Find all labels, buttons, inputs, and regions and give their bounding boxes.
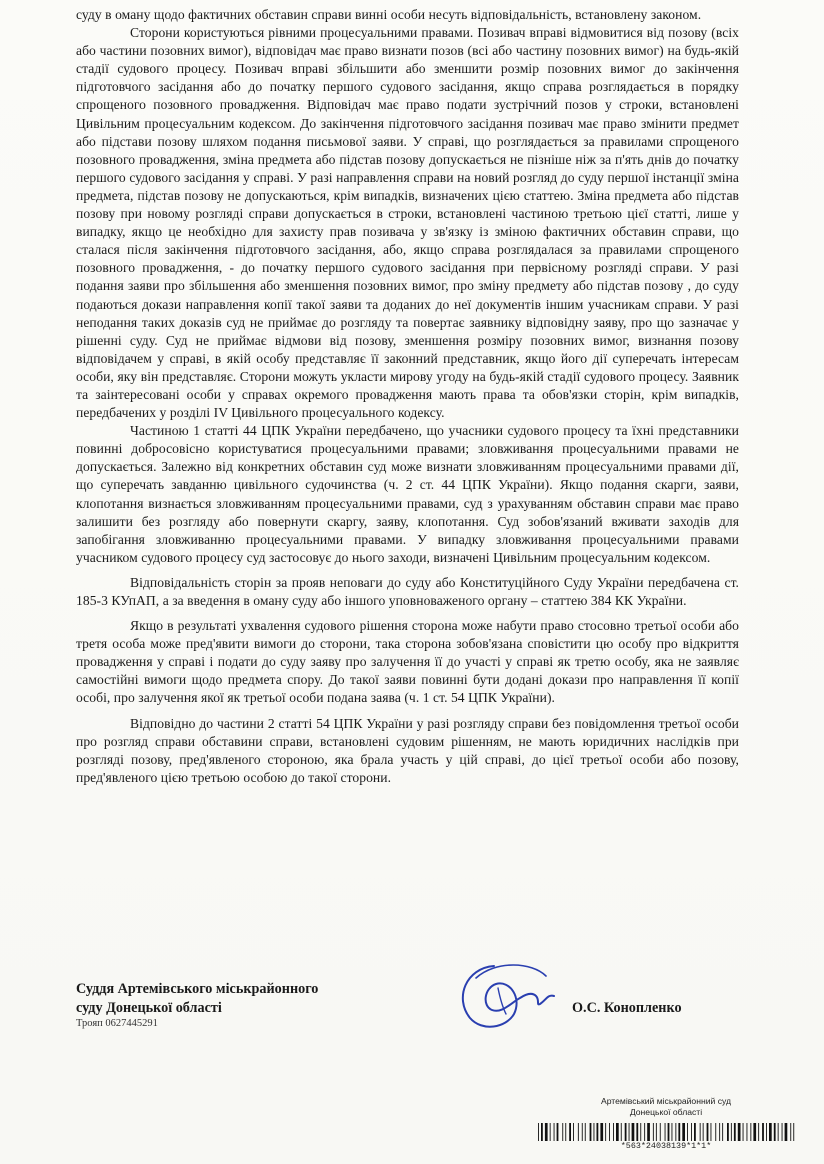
barcode-bar: [691, 1123, 692, 1141]
barcode-bar: [753, 1123, 756, 1141]
barcode-bar: [582, 1123, 583, 1141]
stamp-court-name: [536, 1096, 796, 1118]
barcode-bar: [762, 1123, 764, 1141]
barcode-bar: [790, 1123, 791, 1141]
barcode-bar: [644, 1123, 645, 1141]
judge-name: О.С. Конопленко: [572, 1000, 682, 1016]
barcode-bar: [647, 1123, 650, 1141]
paragraph-6: Відповідно до частини 2 статті 54 ЦПК України у разі розгляду справи без повідомлення третьої особи про розгляд справи обставини справи, встановлені судовим рішенням, не мають юридичних наслідків при розгляді позову, пред'явленого стороною, яка брала участь у цій справі, до цієї третьої особи або позову, пред'явленого цією третьою особою до такої сторони.: [76, 715, 739, 785]
barcode-bar: [562, 1123, 563, 1141]
paragraph-3: Частиною 1 статті 44 ЦПК України передбачено, що учасники судового процесу та їхні представники повинні добросовісно користуватися процесуальними правами; зловживання процесуальними правами не допускається. Залежно від конкретних обставин суд може визнати зловживанням процесуальними правами дії, що суперечать завданню цивільного судочинства (ч. 2 ст. 44 ЦПК України). Якщо подання скарги, заяви, клопотання визнається зловживанням процесуальними правами, суд з урахуванням обставин справи має право залишити без розгляду або повернути скаргу, заяву, клопотання. Суд зобов'язаний вживати заходів для запобігання зловживанню процесуальними правами. У випадку зловживання процесуальними правами учасником судового процесу суд застосовує до нього заходи, визначені Цивільним процесуальним кодексом.: [76, 423, 739, 565]
judge-title-line-2: суду Донецької області: [76, 1000, 222, 1016]
barcode-bar: [719, 1123, 720, 1141]
phone-note: Трояп 0627445291: [76, 1018, 158, 1029]
barcode-bar: [550, 1123, 551, 1141]
barcode-bar: [665, 1123, 666, 1141]
barcode-bar: [782, 1123, 783, 1141]
barcode-bar: [694, 1123, 696, 1141]
barcode-bar: [585, 1123, 586, 1141]
barcode-bar: [778, 1123, 779, 1141]
barcode-bar: [731, 1123, 732, 1141]
barcode-bar: [672, 1123, 673, 1141]
barcode-bar: [616, 1123, 619, 1141]
barcode-bar: [653, 1123, 654, 1141]
judge-title-line-1: Суддя Артемівського міськрайонного: [76, 981, 319, 997]
barcode-bar: [597, 1123, 599, 1141]
barcode-bar: [541, 1123, 543, 1141]
barcode-bar: [750, 1123, 751, 1141]
barcode-bar: [774, 1123, 776, 1141]
barcode-bar: [715, 1123, 716, 1141]
barcode-bar: [605, 1123, 606, 1141]
barcode-bar: [660, 1123, 661, 1141]
barcode-bar: [640, 1123, 641, 1141]
barcode-bar: [747, 1123, 748, 1141]
barcode-bar: [743, 1123, 744, 1141]
barcode-bar: [734, 1123, 736, 1141]
stamp-court-line-2: Донецької області: [629, 1107, 703, 1117]
barcode-bar: [557, 1123, 559, 1141]
barcode-bar: [707, 1123, 709, 1141]
barcode-bar: [727, 1123, 729, 1141]
barcode-bar: [711, 1123, 712, 1141]
barcode-bar: [545, 1123, 548, 1141]
barcode-bar: [793, 1123, 794, 1141]
barcode-bar: [554, 1123, 555, 1141]
paragraph-4: Відповідальність сторін за прояв неповаги до суду або Конституційного Суду України передбачена ст. 185-3 КУпАП, а за введення в оману суду або іншого уповноваженого органу – статтею 384 КК України.: [76, 574, 739, 608]
barcode-bar: [632, 1123, 635, 1141]
document-body: [76, 6, 739, 787]
barcode-bar: [569, 1123, 571, 1141]
barcode-bar: [600, 1123, 603, 1141]
barcode-bar: [703, 1123, 704, 1141]
paragraph-2: Сторони користуються рівними процесуальними правами. Позивач вправі відмовитися від позову (всіх або частини позовних вимог), відповідач має право визнати позов (всі або частину позовних вимог) на будь-якій стадії судового процесу. Позивач вправі збільшити або зменшити розмір позовних вимог до закінчення підготовчого засідання або до початку першого судового засідання, якщо справа розглядається в порядку спрощеного позовного провадження. Відповідач має право подати зустрічний позов у строки, встановлені Цивільним процесуальним кодексом. До закінчення підготовчого засідання позивач має право змінити предмет або підстави позову шляхом подання письмової заяви. У справі, що розглядається за правилами спрощеного позовного провадження, зміна предмета або підстав позову допускається не пізніше ніж за п'ять днів до початку першого судового засідання у справі. У разі направлення справи на новий розгляд до суду першої інстанції зміна предмета, підстав позову не допускаються, крім випадків, визначених цією статтею. Зміна предмета або підстав позову при новому розгляді справи допускається в строки, встановлені частиною третьою цієї статті, лише у випадку, якщо це необхідно для захисту прав позивача у зв'язку із зміною фактичних обставин справи, що сталася після закінчення підготовчого засідання, або, якщо справа розглядалася за правилами спрощеного позовного провадження, - до початку першого судового засідання при первісному розгляді справи. У разі подання заяви про збільшення або зменшення позовних вимог, про зміну предмету або підстав позову , до суду подаються докази направлення копії такої заяви та доданих до неї документів іншим учасникам справи. У разі неподання таких доказів суд не приймає до розгляду та повертає заявнику відповідну заяву, про що зазначає у рішенні суду. Суд не приймає відмови від позову, зменшення розміру позовних вимог, визнання позову відповідачем у справі, в якій особу представляє її законний представник, якщо його дії суперечать інтересам особи, яку він представляє. Сторони можуть укласти мирову угоду на будь-якій стадії судового процесу. Заявник та заінтересовані особи у справах окремого провадження мають права та обов'язки сторін, крім випадків, передбачених у розділі IV Цивільного процесуального кодексу.: [76, 25, 739, 421]
barcode-number: *563*24038139*1*1*: [620, 1141, 712, 1151]
barcode-bar: [687, 1123, 688, 1141]
barcode-icon: [536, 1123, 796, 1141]
barcode-bar: [785, 1123, 788, 1141]
barcode-bar: [668, 1123, 670, 1141]
barcode-bar: [565, 1123, 566, 1141]
barcode-bar: [769, 1123, 772, 1141]
barcode-bar: [738, 1123, 741, 1141]
barcode-bar: [578, 1123, 579, 1141]
barcode-bar: [700, 1123, 701, 1141]
barcode-bar: [629, 1123, 630, 1141]
barcode-bar: [594, 1123, 595, 1141]
stamp-court-line-1: Артемівський міськрайонний суд: [600, 1096, 732, 1106]
barcode-bar: [722, 1123, 723, 1141]
paragraph-5: Якщо в результаті ухвалення судового рішення сторона може набути право стосовно третьої особи або третя особа може пред'явити вимоги до сторони, така сторона зобов'язана сповістити цю особу про відкриття провадження у справі і подати до суду заяву про залучення її до участі у справі як третю особу, яка не заявляє самостійні вимоги щодо предмета спору. До такої заяви повинні бути додані докази про направлення її копії особі, про залучення якої як третьої особи подана заява (ч. 1 ст. 54 ЦПК України).: [76, 618, 739, 706]
signature-block: [76, 980, 756, 1050]
barcode-bar: [682, 1123, 685, 1141]
barcode-bar: [613, 1123, 614, 1141]
handwritten-signature-icon: [436, 958, 566, 1038]
barcode-bar: [675, 1123, 676, 1141]
barcode-bar: [625, 1123, 627, 1141]
barcode-bar: [656, 1123, 657, 1141]
barcode-bar: [758, 1123, 759, 1141]
barcode-bar: [538, 1123, 539, 1141]
registry-stamp: [536, 1096, 796, 1158]
barcode-bar: [636, 1123, 638, 1141]
barcode-bar: [573, 1123, 574, 1141]
barcode-bar: [621, 1123, 622, 1141]
judge-title: [76, 980, 318, 1018]
paragraph-1: суду в оману щодо фактичних обставин справи винні особи несуть відповідальність, встановлену законом.: [76, 7, 702, 22]
barcode-bar: [766, 1123, 767, 1141]
barcode-bar: [678, 1123, 680, 1141]
barcode-bar: [609, 1123, 610, 1141]
barcode-bar: [590, 1123, 592, 1141]
